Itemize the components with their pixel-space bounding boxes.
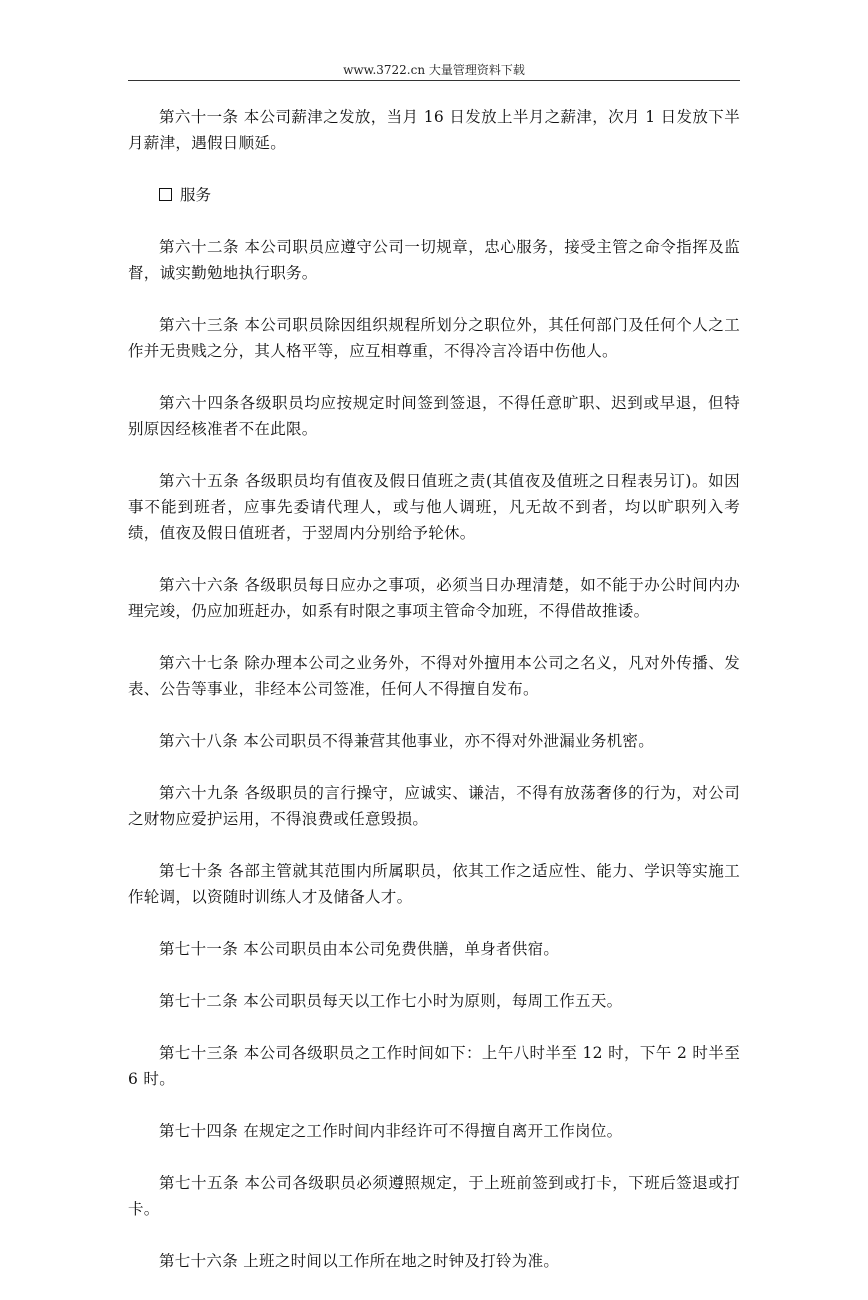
checkbox-icon [159, 188, 172, 201]
header-tagline: 大量管理资料下载 [428, 63, 525, 77]
section-heading [128, 182, 740, 208]
article-paragraph: 第六十八条 本公司职员不得兼营其他事业，亦不得对外泄漏业务机密。 [159, 732, 655, 750]
article-paragraph: 第六十四条各级职员均应按规定时间签到签退，不得任意旷职、迟到或早退，但特别原因经核准者不在此限。 [128, 394, 740, 438]
article-paragraph: 第七十四条 在规定之工作时间内非经许可不得擅自离开工作岗位。 [159, 1122, 623, 1140]
article-paragraph: 第六十五条 各级职员均有值夜及假日值班之责(其值夜及值班之日程表另订)。如因事不能到班者，应事先委请代理人，或与他人调班，凡无故不到者，均以旷职列入考绩，值夜及假日值班者，于翌周内分别给予轮休。 [128, 472, 740, 542]
article-paragraph: 第七十三条 本公司各级职员之工作时间如下：上午八时半至 12 时，下午 2 时半至 6 时。 [128, 1044, 740, 1088]
article-paragraph: 第六十三条 本公司职员除因组织规程所划分之职位外，其任何部门及任何个人之工作并无贵贱之分，其人格平等，应互相尊重，不得冷言冷语中伤他人。 [128, 316, 740, 360]
article-paragraph: 第六十二条 本公司职员应遵守公司一切规章，忠心服务，接受主管之命令指挥及监督，诚实勤勉地执行职务。 [128, 238, 740, 282]
page-header [128, 62, 740, 78]
article-paragraph: 第六十七条 除办理本公司之业务外，不得对外擅用本公司之名义，凡对外传播、发表、公告等事业，非经本公司签准，任何人不得擅自发布。 [128, 654, 740, 698]
header-site: www.3722.cn [343, 63, 426, 77]
article-paragraph: 第七十五条 本公司各级职员必须遵照规定，于上班前签到或打卡，下班后签退或打卡。 [128, 1174, 740, 1218]
section-title-text: 服务 [180, 186, 212, 204]
article-paragraph: 第六十六条 各级职员每日应办之事项，必须当日办理清楚，如不能于办公时间内办理完竣，仍应加班赶办，如系有时限之事项主管命令加班，不得借故推诿。 [128, 576, 740, 620]
article-paragraph: 第七十条 各部主管就其范围内所属职员，依其工作之适应性、能力、学识等实施工作轮调，以资随时训练人才及储备人才。 [128, 862, 740, 906]
article-paragraph: 第六十一条 本公司薪津之发放，当月 16 日发放上半月之薪津，次月 1 日发放下半月薪津，遇假日顺延。 [128, 108, 740, 152]
article-paragraph: 第七十一条 本公司职员由本公司免费供膳，单身者供宿。 [159, 940, 560, 958]
header-divider [128, 80, 740, 81]
document-body [128, 104, 740, 1300]
article-paragraph: 第七十六条 上班之时间以工作所在地之时钟及打铃为准。 [159, 1252, 560, 1270]
article-paragraph: 第七十二条 本公司职员每天以工作七小时为原则，每周工作五天。 [159, 992, 623, 1010]
article-paragraph: 第六十九条 各级职员的言行操守，应诚实、谦洁，不得有放荡奢侈的行为，对公司之财物应爱护运用，不得浪费或任意毁损。 [128, 784, 740, 828]
